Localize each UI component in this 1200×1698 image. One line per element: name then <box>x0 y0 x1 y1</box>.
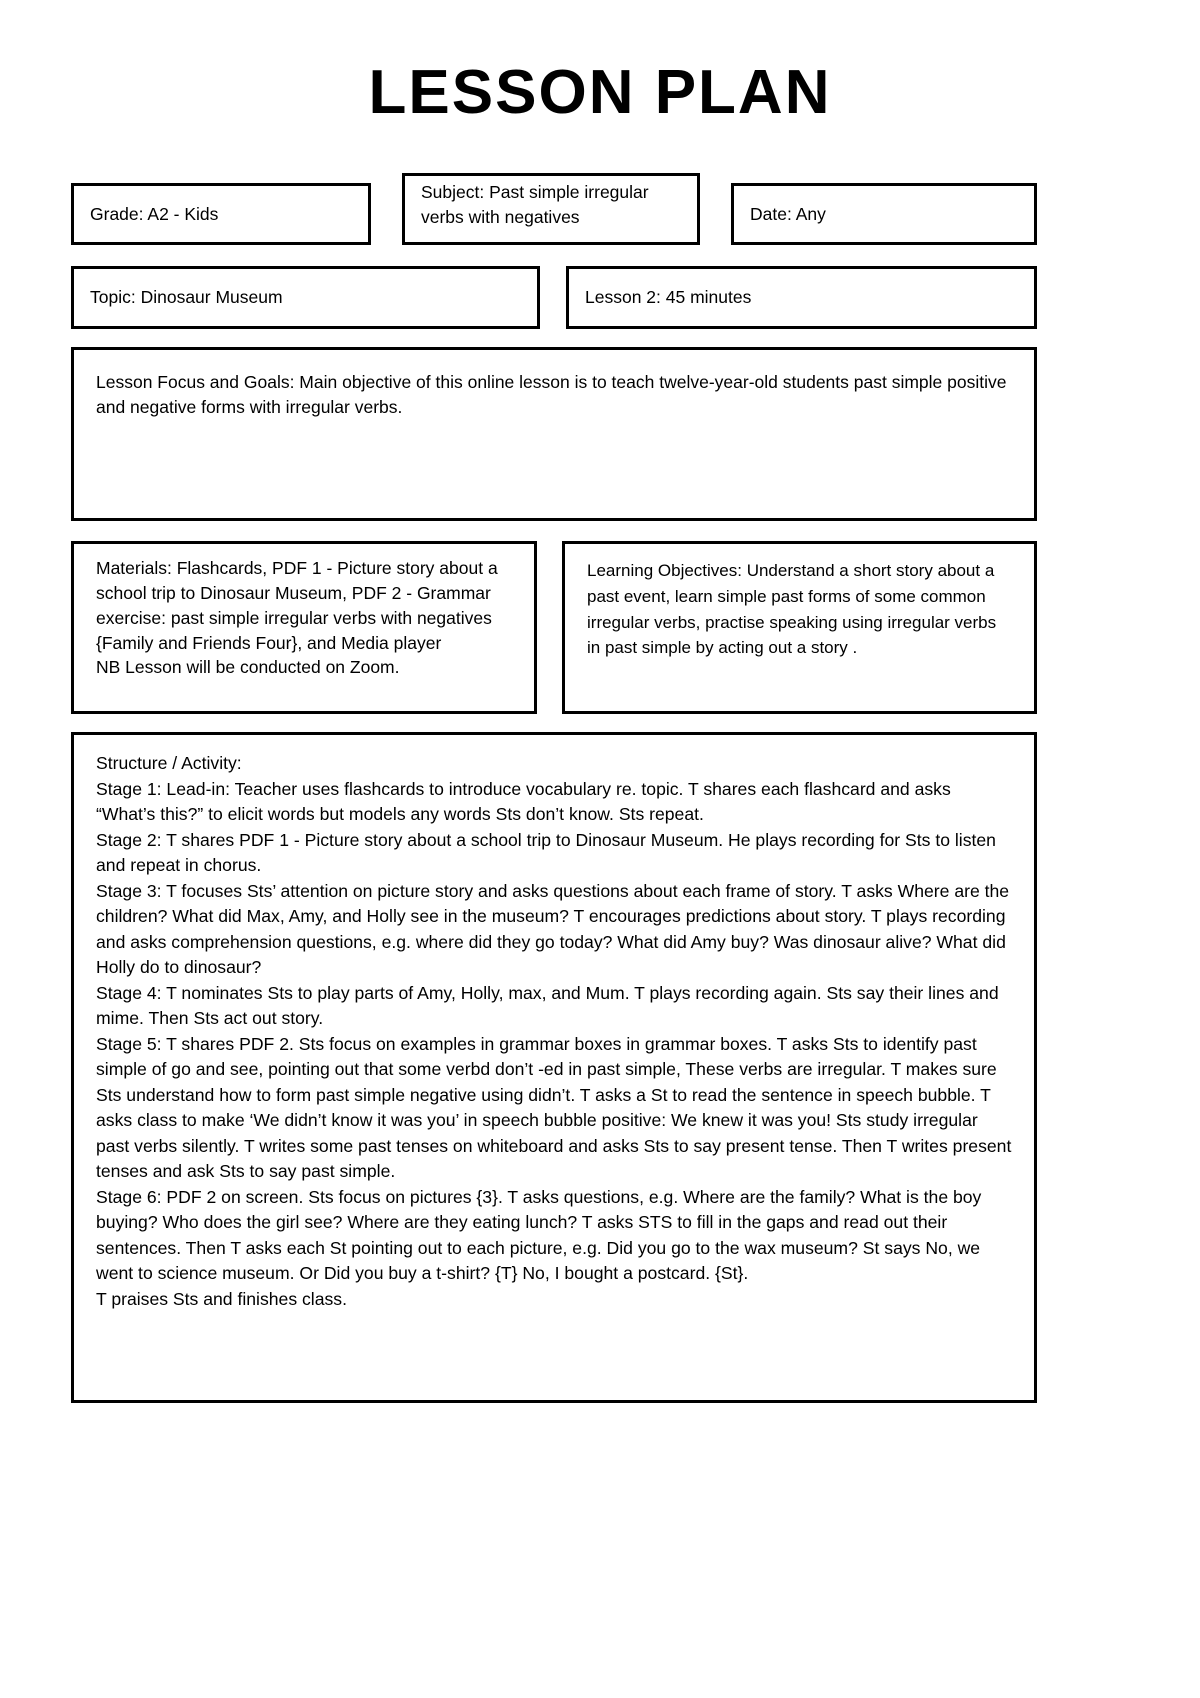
stage-5-text: Stage 5: T shares PDF 2. Sts focus on examples in grammar boxes in grammar boxes. T asks Sts to identify past simple of go and see, pointing out that some verbd don’t -ed in past simple, These verbs are irregular. T makes sure Sts understand how to form past simple negative using didn’t. T asks a St to read the sentence in speech bubble. T asks class to make ‘We didn’t know it was you’ in speech bubble positive: We knew it was you! Sts study irregular past verbs silently. T writes some past tenses on whiteboard and asks Sts to say present tense. Then T writes present tenses and ask Sts to say past simple. <box>96 1033 1012 1181</box>
stage-3-text: Stage 3: T focuses Sts’ attention on picture story and asks questions about each frame of story. T asks Where are the children? What did Max, Amy, and Holly see in the museum? T encourages predictions about story. T plays recording and asks comprehension questions, e.g. where did they go today? What did Amy buy? Was dinosaur alive? What did Holly do to dinosaur? <box>96 880 1010 977</box>
materials-box <box>71 541 537 714</box>
closing-text: T praises Sts and finishes class. <box>96 1288 347 1309</box>
stage-2-text: Stage 2: T shares PDF 1 - Picture story about a school trip to Dinosaur Museum. He plays recording for Sts to listen and repeat in chorus. <box>96 829 996 875</box>
materials-text: Materials: Flashcards, PDF 1 - Picture story about a school trip to Dinosaur Museum, PDF 2 - Grammar exercise: past simple irregular verbs with negatives {Family and Friends Four}, and Media player <box>96 558 498 653</box>
learning-objectives-text: Learning Objectives: Understand a short story about a past event, learn simple past forms of some common irregular verbs, practise speaking using irregular verbs in past simple by acting out a story . <box>587 561 997 658</box>
learning-objectives-box <box>562 541 1037 714</box>
structure-heading: Structure / Activity: <box>96 753 242 773</box>
lesson-focus-text: Lesson Focus and Goals: Main objective of this online lesson is to teach twelve-year-old students past simple positive and negative forms with irregular verbs. <box>96 372 1007 417</box>
subject-text: Subject: Past simple irregular verbs with negatives <box>421 182 649 227</box>
stage-6-text: Stage 6: PDF 2 on screen. Sts focus on pictures {3}. T asks questions, e.g. Where are the family? What is the boy buying? Who does the girl see? Where are they eating lunch? T asks STS to fill in the gaps and read out their sentences. Then T asks each St pointing out to each picture, e.g. Did you go to the wax museum? St says No, we went to science museum. Or Did you buy a t-shirt? {T} No, I bought a postcard. {St}. <box>96 1186 982 1283</box>
subject-box <box>402 173 700 245</box>
grade-box <box>71 183 371 245</box>
page-title: LESSON PLAN <box>368 58 832 127</box>
date-text: Date: Any <box>750 203 826 224</box>
lesson-duration-text: Lesson 2: 45 minutes <box>585 287 752 308</box>
topic-box <box>71 266 540 329</box>
date-box <box>731 183 1037 245</box>
lesson-focus-box <box>71 347 1037 521</box>
structure-activity-box <box>71 732 1037 1403</box>
stage-1-text: Stage 1: Lead-in: Teacher uses flashcards to introduce vocabulary re. topic. T shares each flashcard and asks “What’s this?” to elicit words but models any words Sts don’t know. Sts repeat. <box>96 778 951 824</box>
stage-4-text: Stage 4: T nominates Sts to play parts of Amy, Holly, max, and Mum. T plays recording again. Sts say their lines and mime. Then Sts act out story. <box>96 982 999 1028</box>
lesson-duration-box <box>566 266 1037 329</box>
materials-note: NB Lesson will be conducted on Zoom. <box>96 657 400 678</box>
grade-text: Grade: A2 - Kids <box>90 203 219 224</box>
topic-text: Topic: Dinosaur Museum <box>90 287 283 308</box>
